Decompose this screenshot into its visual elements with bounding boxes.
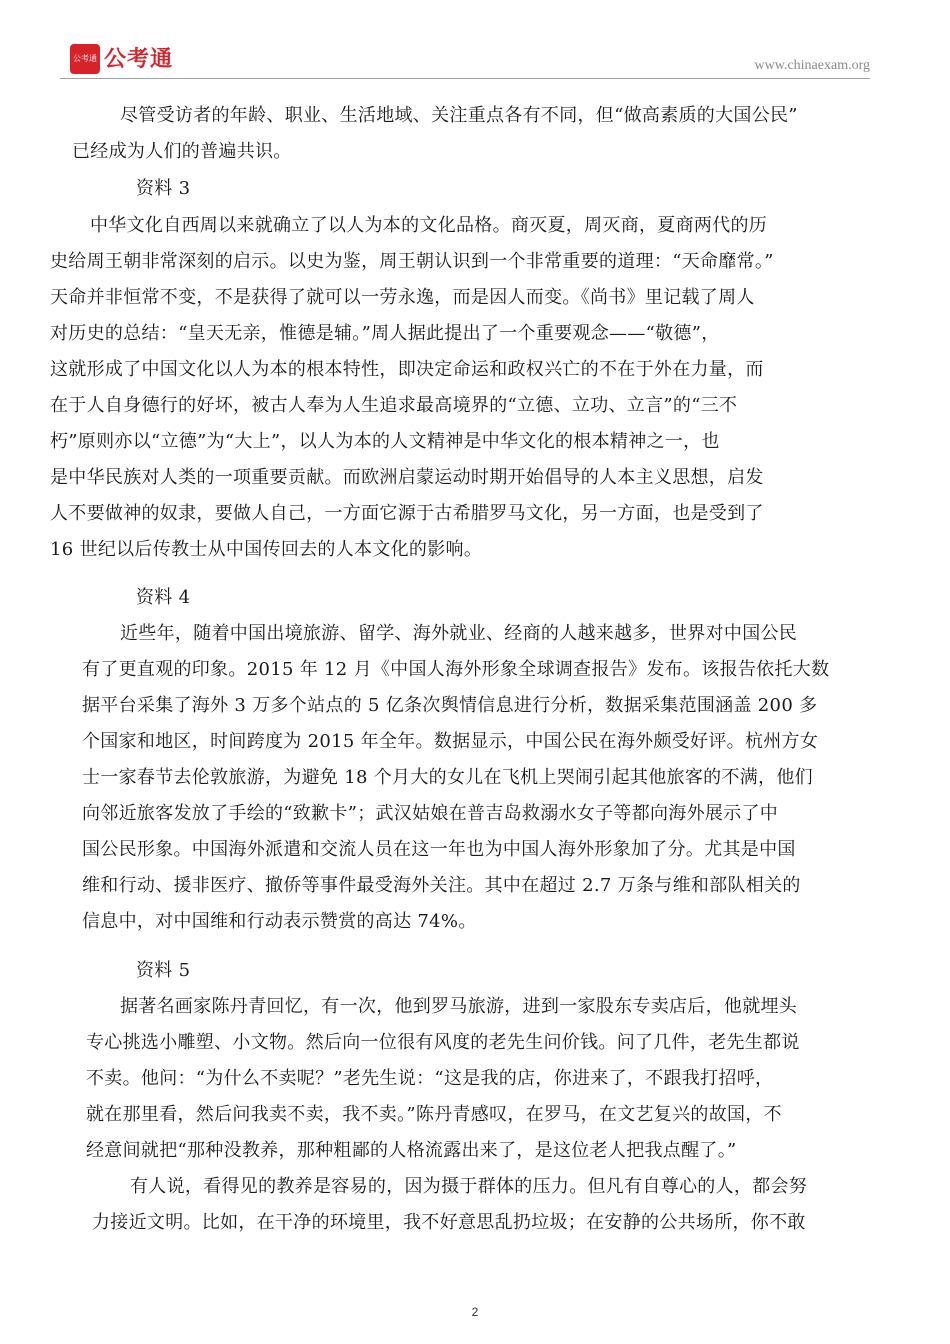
- paragraph-line: 16 世纪以后传教士从中国传回去的人本文化的影响。: [50, 539, 483, 560]
- paragraph-line: 天命并非恒常不变，不是获得了就可以一劳永逸，而是因人而变。《尚书》里记载了周人: [50, 287, 755, 308]
- paragraph-line: 有人说，看得见的教养是容易的，因为摄于群体的压力。但凡有自尊心的人，都会努: [130, 1176, 808, 1197]
- header-divider: [60, 78, 870, 79]
- paragraph-line: 维和行动、援非医疗、撤侨等事件最受海外关注。其中在超过 2.7 万条与维和部队相关的: [82, 875, 801, 896]
- paragraph-line: 有了更直观的印象。2015 年 12 月《中国人海外形象全球调查报告》发布。该报告依托大数: [82, 659, 830, 680]
- section-heading: 资料 4: [136, 587, 191, 608]
- paragraph-line: 据平台采集了海外 3 万多个站点的 5 亿条次舆情信息进行分析，数据采集范围涵盖 200 多: [82, 695, 818, 716]
- page-header: [60, 40, 870, 78]
- paragraph-line: 据著名画家陈丹青回忆，有一次，他到罗马旅游，进到一家股东专卖店后，他就埋头: [120, 996, 798, 1017]
- paragraph-line: 已经成为人们的普遍共识。: [72, 141, 292, 162]
- paragraph-line: 这就形成了中国文化以人为本的根本特性，即决定命运和政权兴亡的不在于外在力量，而: [50, 359, 764, 380]
- page-number: 2: [471, 1305, 479, 1319]
- paragraph-line: 士一家春节去伦敦旅游，为避免 18 个月大的女儿在飞机上哭闹引起其他旅客的不满，他们: [82, 767, 813, 788]
- paragraph-line: 不卖。他问：“为什么不卖呢？”老先生说：“这是我的店，你进来了，不跟我打招呼，: [86, 1068, 774, 1089]
- paragraph-line: 个国家和地区，时间跨度为 2015 年全年。数据显示，中国公民在海外颇受好评。杭州方女: [82, 731, 819, 752]
- paragraph-line: 就在那里看，然后问我卖不卖，我不卖。”陈丹青感叹，在罗马，在文艺复兴的故国，不: [86, 1104, 782, 1125]
- paragraph-line: 近些年，随着中国出境旅游、留学、海外就业、经商的人越来越多，世界对中国公民: [120, 623, 798, 644]
- paragraph-line: 向邻近旅客发放了手绘的“致歉卡”；武汉姑娘在普吉岛救溺水女子等都向海外展示了中: [82, 803, 779, 824]
- section-heading: 资料 5: [136, 960, 191, 981]
- paragraph-line: 朽”原则亦以“立德”为“大上”，以人为本的人文精神是中华文化的根本精神之一，也: [50, 431, 720, 452]
- paragraph-line: 信息中，对中国维和行动表示赞赏的高达 74%。: [82, 911, 477, 932]
- logo-text: 公考通: [104, 47, 174, 72]
- logo-icon: 公考通: [70, 44, 100, 74]
- section-heading: 资料 3: [136, 178, 191, 199]
- paragraph-line: 人不要做神的奴隶，要做人自己，一方面它源于古希腊罗马文化，另一方面，也是受到了: [50, 503, 764, 524]
- paragraph-line: 史给周王朝非常深刻的启示。以史为鉴，周王朝认识到一个非常重要的道理：“天命靡常。”: [50, 251, 774, 272]
- paragraph-line: 尽管受访者的年龄、职业、生活地域、关注重点各有不同，但“做高素质的大国公民”: [120, 105, 798, 126]
- paragraph-line: 中华文化自西周以来就确立了以人为本的文化品格。商灭夏，周灭商，夏商两代的历: [90, 215, 768, 236]
- paragraph-line: 力接近文明。比如，在干净的环境里，我不好意思乱扔垃圾；在安静的公共场所，你不敢: [92, 1212, 806, 1233]
- paragraph-line: 经意间就把“那种没教养，那种粗鄙的人格流露出来了，是这位老人把我点醒了。”: [86, 1140, 737, 1161]
- paragraph-line: 国公民形象。中国海外派遣和交流人员在这一年也为中国人海外形象加了分。尤其是中国: [82, 839, 796, 860]
- paragraph-line: 在于人自身德行的好坏，被古人奉为人生追求最高境界的“立德、立功、立言”的“三不: [50, 395, 738, 416]
- site-url[interactable]: www.chinaexam.org: [754, 58, 870, 73]
- paragraph-line: 对历史的总结：“皇天无亲，惟德是辅。”周人据此提出了一个重要观念——“敬德”，: [50, 323, 720, 344]
- paragraph-line: 是中华民族对人类的一项重要贡献。而欧洲启蒙运动时期开始倡导的人本主义思想，启发: [50, 467, 764, 488]
- paragraph-line: 专心挑选小雕塑、小文物。然后向一位很有风度的老先生问价钱。问了几件，老先生都说: [86, 1032, 800, 1053]
